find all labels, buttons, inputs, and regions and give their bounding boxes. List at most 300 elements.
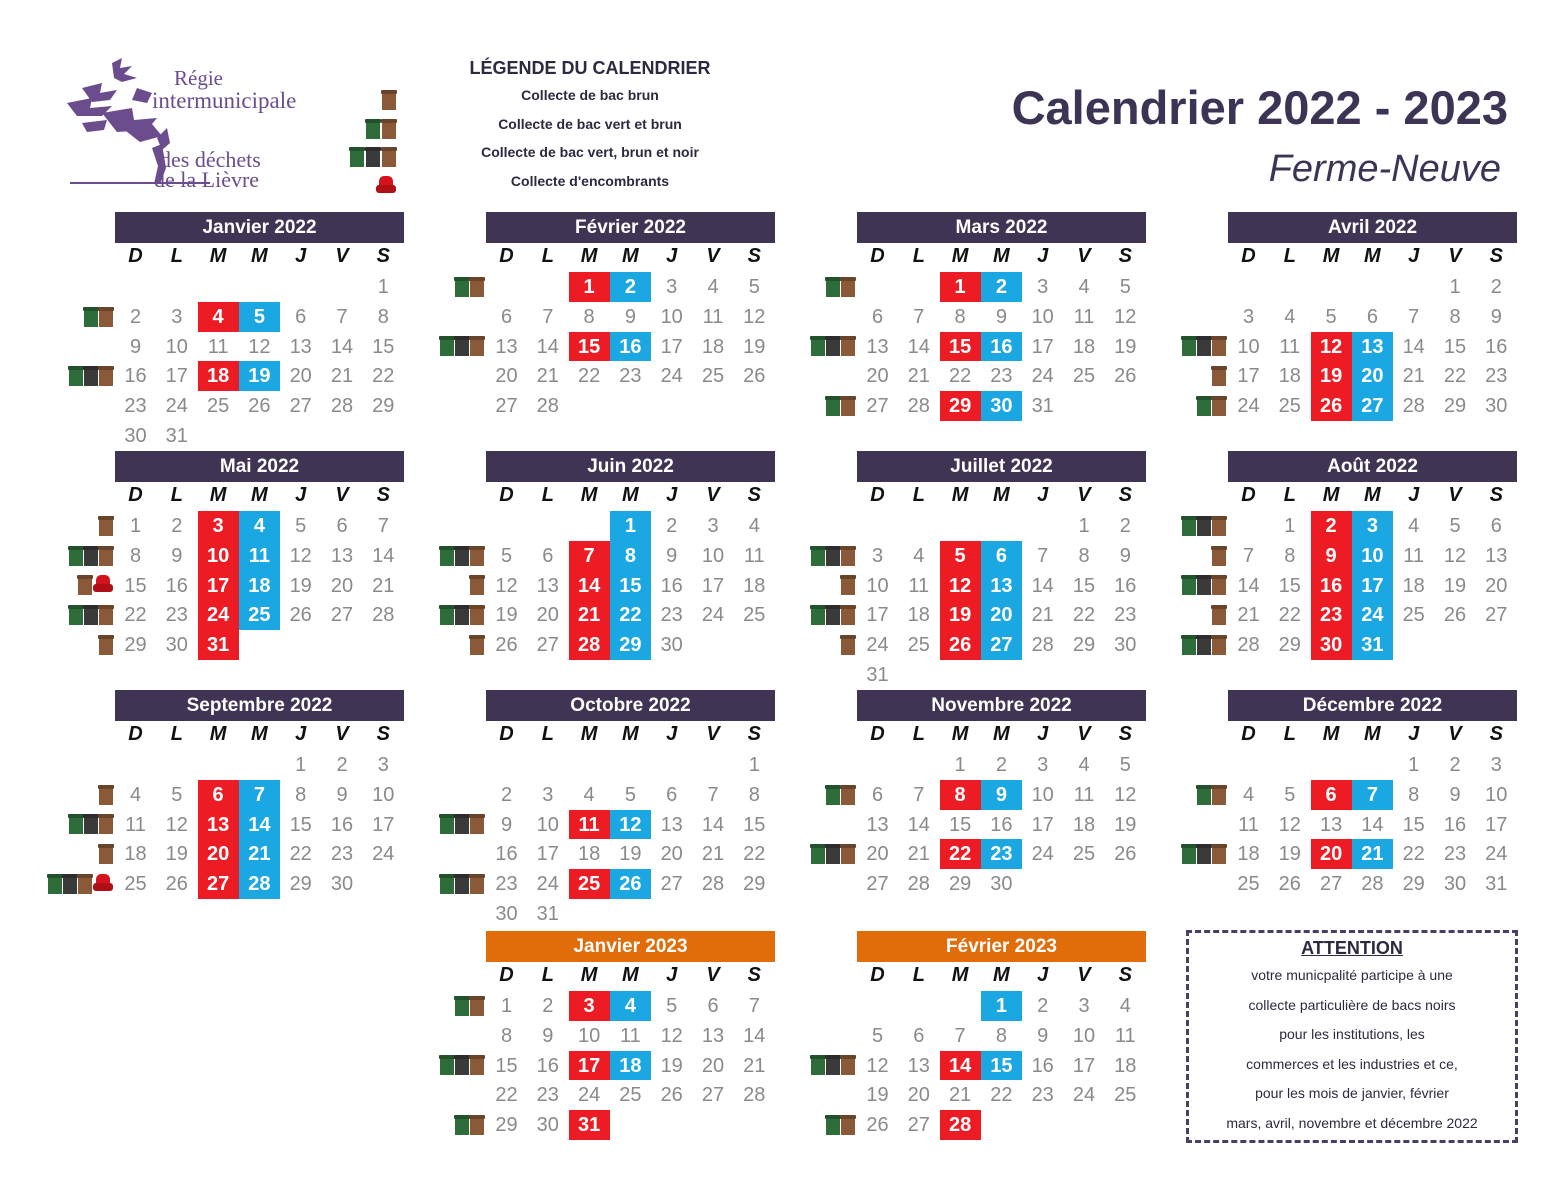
green-bin-icon	[69, 605, 83, 625]
calendar-day: 29	[1402, 873, 1425, 896]
calendar-day: 9	[995, 305, 1007, 328]
calendar-day: 16	[1031, 1054, 1054, 1077]
calendar-day: 19	[743, 335, 766, 358]
calendar-day: 21	[743, 1054, 766, 1077]
armchair-icon	[376, 176, 396, 196]
calendar-day: 6	[981, 541, 1022, 571]
calendar-day: 28	[940, 1110, 981, 1140]
calendar-day: 1	[295, 754, 307, 776]
black-bin-icon	[455, 546, 469, 566]
calendar-day: 26	[495, 634, 518, 657]
black-bin-icon	[826, 336, 840, 356]
weekday-label: D	[870, 245, 885, 267]
calendar-day: 14	[569, 571, 610, 601]
calendar-day: 22	[495, 1084, 518, 1107]
calendar-day: 24	[1352, 600, 1393, 630]
calendar-day: 11	[239, 541, 280, 571]
calendar-day: 2	[1311, 511, 1352, 541]
calendar-day: 4	[583, 783, 595, 806]
calendar-day: 10	[866, 574, 889, 597]
calendar-day: 17	[866, 604, 889, 627]
calendar-day: 4	[707, 276, 719, 298]
weekday-label: D	[870, 964, 885, 986]
weekday-label: L	[912, 245, 925, 267]
calendar-day: 3	[1352, 511, 1393, 541]
month-calendar	[1158, 212, 1553, 442]
calendar-day: 7	[1037, 544, 1049, 567]
weekday-label: D	[499, 723, 514, 745]
weekday-label: D	[128, 723, 143, 745]
brown-bin-icon	[841, 785, 855, 805]
calendar-day: 13	[198, 810, 239, 840]
brown-bin-icon	[470, 1115, 484, 1135]
calendar-day: 2	[981, 272, 1022, 302]
calendar-day: 22	[1443, 365, 1467, 388]
calendar-day: 18	[1278, 365, 1301, 388]
calendar-day: 21	[1237, 604, 1260, 627]
green-bin-icon	[1197, 785, 1211, 805]
calendar-day: 2	[995, 754, 1007, 776]
calendar-day: 27	[866, 873, 889, 896]
calendar-day: 21	[1031, 604, 1054, 627]
weekday-label: S	[1118, 484, 1132, 506]
collection-icons	[787, 780, 855, 810]
weekday-label: S	[1489, 723, 1503, 745]
month-header: Juillet 2022	[857, 451, 1146, 482]
collection-icons	[45, 839, 113, 869]
calendar-day: 18	[701, 335, 725, 358]
weekday-label: L	[541, 245, 554, 267]
calendar-day: 24	[577, 1084, 601, 1107]
green-bin-icon	[1182, 516, 1196, 536]
calendar-day: 23	[981, 839, 1022, 869]
weekday-label: M	[993, 723, 1010, 745]
calendar-day: 24	[165, 395, 188, 418]
calendar-day: 8	[583, 305, 595, 328]
brown-bin-icon	[841, 844, 855, 864]
weekday-label: V	[335, 245, 349, 267]
calendar-day: 20	[866, 365, 889, 388]
calendar-day: 21	[330, 365, 354, 388]
green-bin-icon	[440, 546, 454, 566]
weekday-label: D	[499, 484, 514, 506]
calendar-day: 17	[1485, 813, 1508, 836]
month-calendar	[416, 451, 826, 681]
calendar-day: 23	[330, 843, 354, 866]
brown-bin-icon	[1212, 396, 1226, 416]
calendar-day: 21	[536, 365, 559, 388]
calendar-day: 18	[1072, 335, 1096, 358]
month-header: Février 2022	[486, 212, 775, 243]
calendar-day: 26	[660, 1084, 683, 1107]
brown-bin-icon	[99, 307, 113, 327]
calendar-day: 30	[536, 1114, 559, 1137]
calendar-day: 8	[377, 305, 389, 328]
collection-icons	[416, 1051, 484, 1081]
calendar-day: 12	[610, 810, 651, 840]
calendar-day: 22	[124, 604, 147, 627]
calendar-day: 8	[1449, 305, 1461, 328]
legend-item: Collecte de bac brun	[521, 87, 659, 103]
calendar-day: 25	[569, 869, 610, 899]
calendar-day: 20	[536, 604, 559, 627]
collection-icons	[787, 391, 855, 421]
weekday-label: L	[541, 964, 554, 986]
calendar-day: 10	[660, 305, 683, 328]
calendar-day: 18	[239, 571, 280, 601]
calendar-day: 2	[1037, 995, 1049, 1017]
brown-bin-icon	[470, 996, 484, 1016]
calendar-day: 14	[1031, 574, 1054, 597]
calendar-day: 27	[495, 395, 518, 418]
brown-bin-icon	[1212, 635, 1226, 655]
collection-icons	[45, 302, 113, 332]
calendar-day: 17	[1352, 571, 1393, 601]
weekday-label: J	[666, 245, 678, 267]
calendar-day: 2	[129, 305, 142, 328]
calendar-day: 22	[990, 1084, 1013, 1107]
calendar-day: 15	[743, 813, 766, 836]
calendar-day: 7	[239, 780, 280, 810]
calendar-day: 8	[954, 305, 966, 328]
month-calendar	[45, 212, 455, 447]
calendar-day: 18	[1072, 813, 1096, 836]
calendar-day: 31	[866, 664, 889, 686]
calendar-day: 7	[707, 783, 719, 806]
weekday-label: M	[951, 484, 969, 506]
attention-line: mars, avril, novembre et décembre 2022	[1226, 1114, 1478, 1131]
calendar-day: 10	[372, 783, 395, 806]
calendar-day: 18	[743, 574, 766, 597]
month-header: Septembre 2022	[115, 690, 404, 721]
calendar-day: 26	[165, 873, 188, 896]
calendar-day: 2	[171, 515, 183, 537]
green-bin-icon	[811, 1055, 825, 1075]
calendar-day: 9	[336, 783, 348, 806]
collection-icons	[416, 541, 484, 571]
calendar-day: 16	[1485, 335, 1508, 358]
weekday-label: M	[622, 723, 639, 745]
calendar-day: 30	[1311, 630, 1352, 660]
calendar-day: 6	[1490, 515, 1502, 537]
calendar-day: 1	[940, 272, 981, 302]
weekday-label: J	[295, 484, 307, 506]
calendar-day: 31	[1485, 873, 1508, 896]
calendar-day: 16	[990, 813, 1013, 836]
calendar-day: 27	[1485, 604, 1508, 627]
attention-box	[1186, 930, 1518, 1143]
weekday-label: S	[1118, 723, 1132, 745]
month-calendar	[787, 212, 1197, 442]
month-header: Juin 2022	[486, 451, 775, 482]
calendar-day: 20	[330, 574, 354, 597]
black-bin-icon	[455, 605, 469, 625]
calendar-day: 1	[610, 511, 651, 541]
calendar-day: 19	[866, 1084, 889, 1107]
month-calendar	[45, 451, 455, 681]
calendar-day: 30	[495, 903, 518, 925]
green-bin-icon	[811, 844, 825, 864]
calendar-day: 13	[289, 335, 312, 358]
brown-bin-icon	[841, 1115, 855, 1135]
calendar-day: 22	[743, 843, 766, 866]
weekday-label: L	[1283, 723, 1296, 745]
weekday-label: V	[1077, 484, 1091, 506]
calendar-day: 19	[165, 843, 188, 866]
legend-item: Collecte d'encombrants	[510, 172, 670, 189]
calendar-day: 2	[1490, 276, 1502, 298]
green-bin-icon	[440, 336, 454, 356]
calendar-day: 5	[1284, 783, 1296, 806]
collection-icons	[1158, 630, 1226, 660]
calendar-day: 12	[866, 1054, 889, 1077]
brown-bin-icon	[1212, 844, 1226, 864]
weekday-label: D	[870, 723, 885, 745]
calendar-day: 26	[289, 604, 312, 627]
calendar-day: 16	[610, 332, 651, 362]
black-bin-icon	[63, 874, 77, 894]
month-header: Août 2022	[1228, 451, 1517, 482]
legend-icon-group	[316, 143, 396, 172]
collection-icons	[45, 511, 113, 541]
calendar-day: 25	[239, 600, 280, 630]
calendar-day: 22	[577, 365, 601, 388]
calendar-day: 24	[1031, 843, 1054, 866]
calendar-day: 30	[330, 873, 354, 896]
black-bin-icon	[366, 147, 380, 167]
calendar-day: 9	[1490, 305, 1502, 328]
calendar-day: 11	[207, 335, 229, 358]
calendar-day: 14	[1361, 813, 1384, 836]
weekday-label: M	[251, 484, 268, 506]
brown-bin-icon	[382, 90, 396, 110]
calendar-day: 12	[940, 571, 981, 601]
calendar-day: 19	[1311, 361, 1352, 391]
calendar-day: 9	[624, 305, 636, 328]
attention-line: pour les institutions, les	[1279, 1026, 1425, 1042]
calendar-day: 12	[495, 574, 518, 597]
calendar-day: 12	[248, 335, 271, 358]
calendar-day: 28	[1237, 634, 1260, 657]
calendar-day: 23	[165, 604, 188, 627]
calendar-day: 9	[542, 1024, 554, 1047]
calendar-day: 27	[198, 869, 239, 899]
calendar-day: 17	[198, 571, 239, 601]
weekday-label: S	[747, 484, 761, 506]
calendar-day: 8	[748, 783, 760, 806]
month-calendar	[1158, 451, 1553, 681]
calendar-day: 31	[165, 425, 188, 447]
calendar-day: 6	[198, 780, 239, 810]
weekday-label: J	[295, 245, 307, 267]
brown-bin-icon	[841, 1055, 855, 1075]
black-bin-icon	[455, 874, 469, 894]
calendar-day: 10	[165, 335, 188, 358]
collection-icons	[1158, 361, 1226, 391]
calendar-day: 21	[907, 365, 930, 388]
calendar-day: 23	[660, 604, 683, 627]
calendar-day: 19	[1278, 843, 1301, 866]
calendar-day: 10	[1237, 335, 1260, 358]
calendar-day: 25	[1114, 1084, 1137, 1107]
calendar-day: 19	[660, 1054, 683, 1077]
calendar-day: 3	[569, 991, 610, 1021]
weekday-label: V	[1448, 484, 1462, 506]
collection-icons	[45, 869, 113, 899]
calendar-day: 27	[1352, 391, 1393, 421]
calendar-day: 15	[1072, 574, 1096, 597]
weekday-label: L	[1283, 484, 1296, 506]
weekday-label: J	[1408, 723, 1420, 745]
attention-line: pour les mois de janvier, février	[1255, 1085, 1449, 1101]
calendar-day: 17	[372, 813, 395, 836]
weekday-label: M	[209, 484, 227, 506]
calendar-day: 13	[1485, 544, 1508, 567]
black-bin-icon	[826, 546, 840, 566]
weekday-label: J	[1037, 723, 1049, 745]
calendar-day: 19	[1443, 574, 1467, 597]
weekday-label: M	[251, 723, 268, 745]
calendar-day: 27	[981, 630, 1022, 660]
calendar-day: 20	[660, 843, 683, 866]
calendar-day: 31	[1031, 395, 1054, 418]
calendar-day: 15	[948, 813, 972, 836]
calendar-day: 3	[1037, 276, 1049, 298]
calendar-day: 10	[198, 541, 239, 571]
month-calendar	[1158, 690, 1553, 920]
brown-bin-icon	[470, 1055, 484, 1075]
weekday-label: D	[1241, 245, 1256, 267]
calendar-day: 2	[1119, 515, 1131, 537]
calendar-day: 17	[569, 1051, 610, 1081]
calendar-day: 15	[610, 571, 651, 601]
weekday-label: M	[580, 723, 598, 745]
calendar-day: 27	[330, 604, 354, 627]
calendar-day: 28	[569, 630, 610, 660]
weekday-label: L	[170, 484, 183, 506]
weekday-label: V	[1077, 964, 1091, 986]
calendar-day: 26	[1278, 873, 1301, 896]
calendar-day: 21	[239, 839, 280, 869]
calendar-day: 17	[165, 365, 188, 388]
calendar-day: 21	[372, 574, 395, 597]
calendar-day: 11	[1403, 544, 1425, 567]
calendar-day: 8	[610, 541, 651, 571]
brown-bin-icon	[99, 785, 113, 805]
calendar-day: 6	[666, 783, 678, 806]
weekday-label: J	[1037, 245, 1049, 267]
weekday-label: S	[1489, 245, 1503, 267]
calendar-day: 26	[1311, 391, 1352, 421]
calendar-day: 6	[295, 305, 307, 328]
calendar-day: 16	[330, 813, 354, 836]
calendar-day: 14	[701, 813, 725, 836]
calendar-day: 27	[907, 1114, 930, 1137]
month-header: Avril 2022	[1228, 212, 1517, 243]
weekday-label: S	[376, 723, 390, 745]
calendar-day: 16	[660, 574, 683, 597]
calendar-day: 31	[198, 630, 239, 660]
green-bin-icon	[811, 546, 825, 566]
brown-bin-icon	[470, 546, 484, 566]
calendar-day: 21	[907, 843, 930, 866]
calendar-day: 23	[990, 365, 1013, 388]
collection-icons	[416, 600, 484, 630]
calendar-day: 19	[289, 574, 312, 597]
calendar-day: 9	[171, 544, 183, 567]
calendar-day: 2	[336, 754, 348, 776]
calendar-day: 27	[289, 395, 312, 418]
calendar-day: 14	[940, 1051, 981, 1081]
calendar-day: 11	[743, 544, 765, 567]
calendar-day: 27	[536, 634, 559, 657]
weekday-label: M	[580, 484, 598, 506]
calendar-day: 5	[171, 783, 183, 806]
weekday-label: D	[870, 484, 885, 506]
calendar-day: 21	[1352, 839, 1393, 869]
calendar-day: 5	[500, 544, 513, 567]
weekday-label: L	[170, 723, 183, 745]
calendar-day: 14	[372, 544, 395, 567]
calendar-day: 4	[1284, 305, 1296, 328]
weekday-label: M	[1364, 484, 1381, 506]
month-calendar	[416, 212, 826, 442]
legend-icon-group	[316, 172, 396, 201]
green-bin-icon	[440, 605, 454, 625]
calendar-day: 28	[1361, 873, 1384, 896]
calendar-day: 8	[295, 783, 307, 806]
collection-icons	[787, 630, 855, 660]
calendar-day: 9	[666, 544, 678, 567]
calendar-day: 4	[1408, 515, 1420, 537]
green-bin-icon	[1182, 575, 1196, 595]
calendar-day: 1	[954, 754, 966, 776]
calendar-day: 12	[660, 1024, 683, 1047]
collection-icons	[416, 991, 484, 1021]
calendar-day: 4	[1242, 783, 1255, 806]
weekday-label: J	[1037, 964, 1049, 986]
calendar-day: 18	[198, 361, 239, 391]
weekday-label: M	[1322, 723, 1340, 745]
calendar-day: 13	[660, 813, 683, 836]
calendar-day: 2	[542, 995, 554, 1017]
calendar-day: 14	[743, 1024, 766, 1047]
calendar-day: 20	[981, 600, 1022, 630]
calendar-day: 20	[289, 365, 312, 388]
calendar-day: 25	[1402, 604, 1425, 627]
month-calendar	[416, 690, 826, 925]
calendar-day: 12	[165, 813, 188, 836]
collection-icons	[787, 1051, 855, 1081]
brown-bin-icon	[470, 575, 484, 595]
month-calendar	[787, 931, 1197, 1161]
legend	[440, 58, 740, 195]
weekday-label: J	[1408, 484, 1420, 506]
calendar-day: 28	[907, 395, 930, 418]
attention-line: collecte particulière de bacs noirs	[1248, 996, 1456, 1013]
green-bin-icon	[455, 996, 469, 1016]
black-bin-icon	[826, 844, 840, 864]
calendar-day: 12	[289, 544, 312, 567]
calendar-day: 20	[907, 1084, 930, 1107]
calendar-day: 9	[981, 780, 1022, 810]
calendar-day: 9	[1449, 783, 1461, 806]
calendar-day: 14	[330, 335, 354, 358]
collection-icons	[45, 541, 113, 571]
black-bin-icon	[455, 814, 469, 834]
collection-icons	[787, 272, 855, 302]
weekday-label: V	[706, 245, 720, 267]
